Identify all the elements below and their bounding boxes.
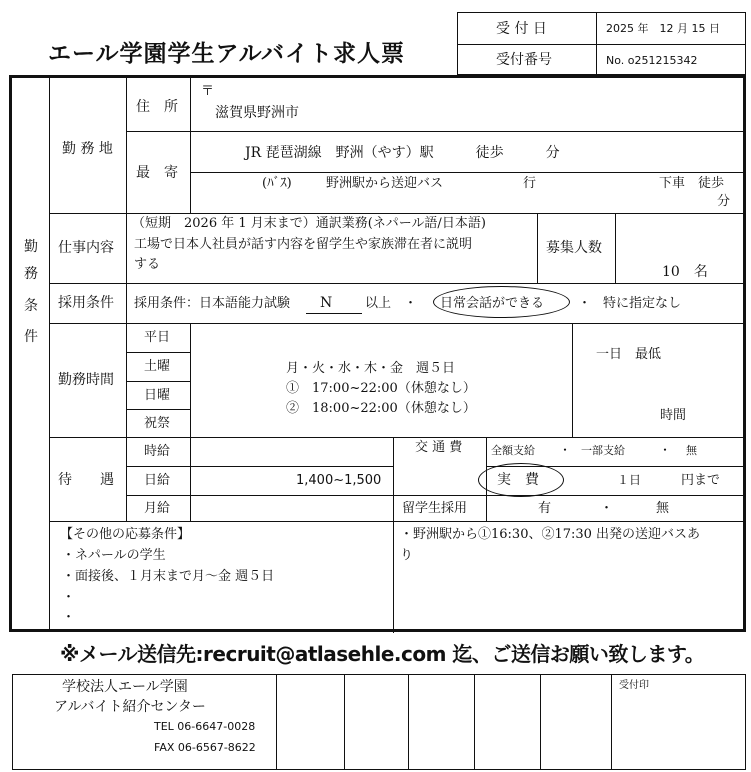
jlpt-prefix: 採用条件：日本語能力試験 [134, 296, 291, 311]
other-item-2: ・面接後、１月末まで月～金 週５日 [62, 569, 275, 584]
transport-per-day: １日 [617, 473, 642, 487]
hours-label: 勤務時間 [58, 372, 114, 388]
pay-label: 待 遇 [58, 472, 114, 488]
no-requirement-option: 特に指定なし [603, 296, 682, 311]
intl-student-sep: ・ [600, 501, 614, 516]
job-line-1: （短期 2026 年 1 月末まで）通訳業務(ネパール語/日本語) [132, 216, 486, 231]
org-fax: FAX 06-6567-8622 [154, 741, 256, 754]
mail-notice: ※メール送信先:recruit@atlasehle.com 迄、ご送信お願い致します。 [60, 642, 705, 666]
job-line-2: 工場で日本人社員が話す内容を留学生や家族滞在者に説明 [134, 237, 473, 252]
side-label-2: 務 [24, 266, 38, 282]
job-label: 仕事内容 [58, 240, 114, 256]
side-label-4: 件 [24, 329, 38, 345]
minimum-hours-label: 一日 最低 [596, 347, 662, 362]
bus-text: 野洲駅から送迎バス [326, 176, 444, 191]
monthly-label: 月給 [144, 501, 171, 516]
reception-date-value: 2025 年 12 月 15 日 [606, 22, 720, 35]
transport-actual: 実 費 [497, 472, 539, 488]
recruit-count-label: 募集人数 [546, 240, 602, 256]
day-holiday: 祝祭 [144, 416, 171, 431]
address-value: 滋賀県野洲市 [215, 105, 299, 121]
bus-destination: 行 [523, 176, 537, 191]
transport-none: 無 [686, 444, 697, 457]
daily-label: 日給 [144, 473, 171, 488]
side-label-1: 勤 [24, 239, 38, 255]
day-sunday: 日曜 [144, 388, 171, 403]
intl-student-label: 留学生採用 [402, 501, 468, 516]
reception-date-label: 受 付 日 [496, 21, 547, 37]
other-item-4: ・ [62, 610, 76, 625]
stamp-label: 受付印 [619, 680, 649, 691]
org-tel: TEL 06-6647-0028 [154, 720, 256, 733]
transport-full: 全額支給 [491, 444, 535, 457]
bus-note-line-1: ・野洲駅から①16:30、②17:30 出発の送迎バスあ [400, 527, 701, 542]
train-line-row: JR 琵琶湖線 野洲（やす）駅 徒歩 分 [245, 145, 560, 161]
intl-student-yes: 有 [538, 501, 552, 516]
other-heading: 【その他の応募条件】 [60, 527, 191, 542]
org-center: アルバイト紹介センター [54, 699, 206, 715]
form-title: エール学園学生アルバイト求人票 [48, 40, 406, 67]
day-saturday: 土曜 [144, 359, 171, 374]
side-label-3: 条 [24, 298, 38, 314]
bus-prefix: (ﾊﾞｽ) [262, 176, 292, 191]
day-weekday: 平日 [144, 330, 171, 345]
transport-until: 円まで [681, 473, 721, 488]
bus-walk-minutes: 分 [717, 194, 731, 209]
work-schedule: 月・火・水・木・金 週５日 [286, 361, 456, 376]
shift-2: ② 18:00~22:00（休憩なし） [286, 401, 476, 416]
job-line-3: する [134, 257, 161, 272]
transport-sep-2: ・ [659, 443, 672, 457]
transport-label: 交 通 費 [415, 440, 463, 455]
hourly-label: 時給 [144, 444, 171, 459]
hiring-dot: ・ [578, 296, 592, 311]
other-item-3: ・ [62, 590, 76, 605]
conversation-option: 日常会話ができる [440, 296, 545, 311]
reception-number-value: No. o251215342 [606, 54, 698, 67]
bus-note-line-2: り [400, 548, 414, 563]
shift-1: ① 17:00~22:00（休憩なし） [286, 381, 476, 396]
workplace-label: 勤 務 地 [62, 141, 113, 157]
other-item-1: ・ネパールの学生 [62, 548, 166, 563]
postal-mark: 〒 [201, 84, 215, 99]
minimum-hours-unit: 時間 [660, 408, 687, 423]
jlpt-suffix: 以上 ・ [365, 296, 418, 311]
transport-partial: 一部支給 [581, 444, 625, 457]
org-name: 学校法人エール学園 [62, 679, 188, 695]
transport-sep-1: ・ [559, 443, 572, 457]
pay-amount: 1,400~1,500 [296, 473, 382, 488]
address-label: 住 所 [136, 99, 178, 115]
nearest-station-label: 最 寄 [136, 165, 178, 181]
intl-student-no: 無 [656, 501, 670, 516]
reception-number-label: 受付番号 [496, 52, 552, 68]
hiring-label: 採用条件 [58, 295, 114, 311]
bus-get-off: 下車 徒歩 [659, 176, 725, 191]
jlpt-level: N [320, 295, 333, 311]
recruit-count-value: 10 名 [662, 264, 708, 280]
